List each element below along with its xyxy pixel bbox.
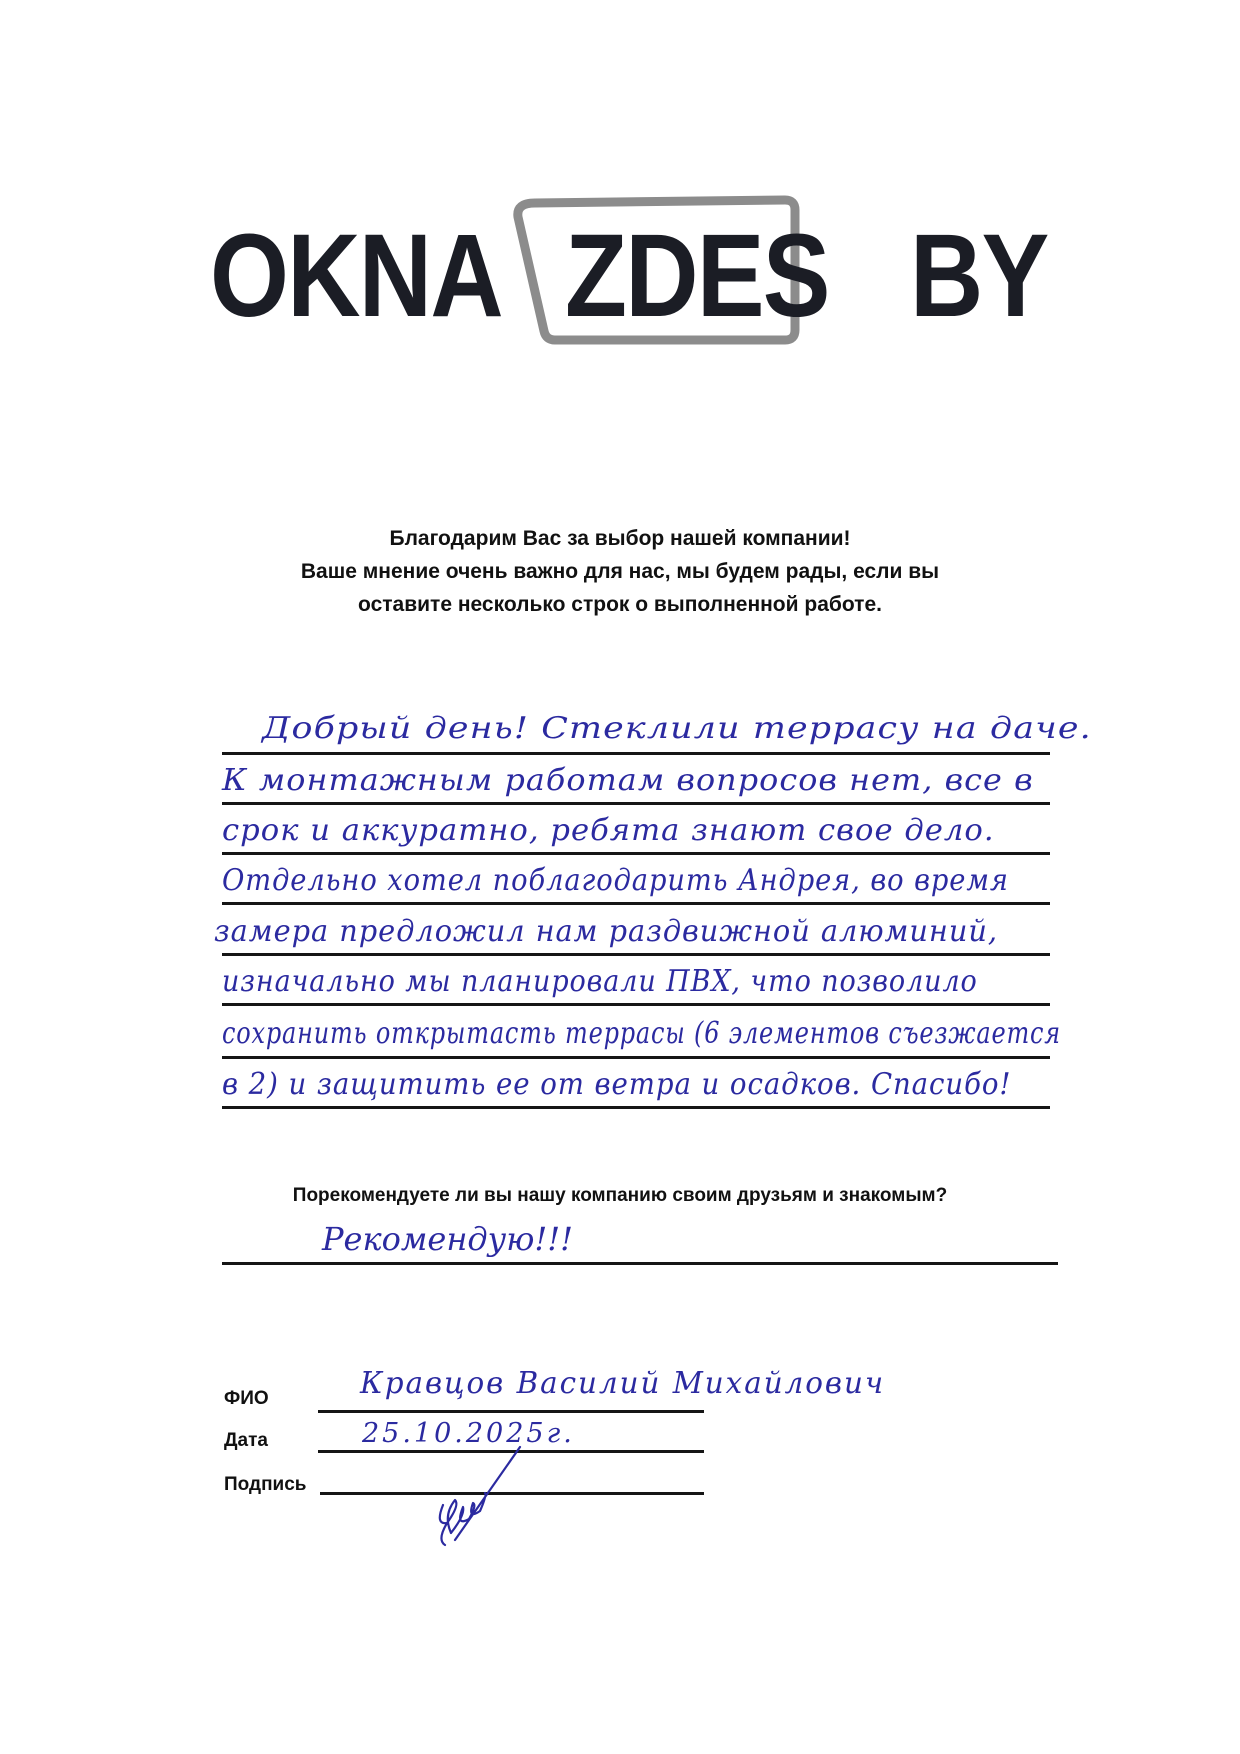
review-rule-7 — [222, 1056, 1050, 1059]
review-line-6: изначально мы планировали ПВХ, что позволило — [222, 964, 978, 999]
logo-text-by: BY — [910, 210, 1048, 342]
review-line-3: срок и аккуратно, ребята знают свое дело. — [222, 813, 995, 848]
company-logo — [210, 195, 1060, 345]
review-line-5: замера предложил нам раздвижной алюминий, — [214, 914, 998, 949]
intro-line-2: Ваше мнение очень важно для нас, мы будем рады, если вы — [300, 560, 940, 583]
intro-line-1: Благодарим Вас за выбор нашей компании! — [389, 527, 851, 550]
review-rule-5 — [222, 953, 1050, 956]
review-line-7: сохранить открытасть террасы (6 элементов съезжается — [222, 1016, 1061, 1051]
review-rule-1 — [222, 752, 1050, 755]
signature-scribble-icon — [425, 1445, 535, 1555]
recommend-rule — [222, 1262, 1058, 1265]
recommend-question: Порекомендуете ли вы нашу компанию своим друзьям и знакомым? — [292, 1185, 948, 1206]
signature-label: Подпись — [224, 1474, 307, 1495]
review-line-4: Отдельно хотел поблагодарить Андрея, во время — [222, 863, 1009, 898]
fio-label: ФИО — [224, 1388, 269, 1409]
intro-line-3: оставите несколько строк о выполненной работе. — [358, 593, 882, 616]
review-rule-4 — [222, 902, 1050, 905]
date-label: Дата — [224, 1430, 268, 1451]
recommend-answer: Рекомендую!!! — [322, 1220, 573, 1258]
review-rule-3 — [222, 852, 1050, 855]
review-line-8: в 2) и защитить ее от ветра и осадков. Спасибо! — [222, 1067, 1012, 1102]
logo-text-okna: OKNA — [210, 210, 502, 342]
fio-value: Кравцов Василий Михайлович — [360, 1366, 886, 1401]
review-rule-2 — [222, 802, 1050, 805]
review-rule-8 — [222, 1106, 1050, 1109]
fio-rule — [318, 1410, 704, 1413]
logo-text-zdes: ZDES — [565, 210, 829, 342]
date-value: 25.10.2025г. — [362, 1418, 575, 1449]
review-line-2: К монтажным работам вопросов нет, все в — [222, 763, 1034, 798]
review-line-1: Добрый день! Стеклили террасу на даче. — [262, 711, 1092, 746]
review-rule-6 — [222, 1003, 1050, 1006]
intro-text — [200, 522, 1040, 621]
